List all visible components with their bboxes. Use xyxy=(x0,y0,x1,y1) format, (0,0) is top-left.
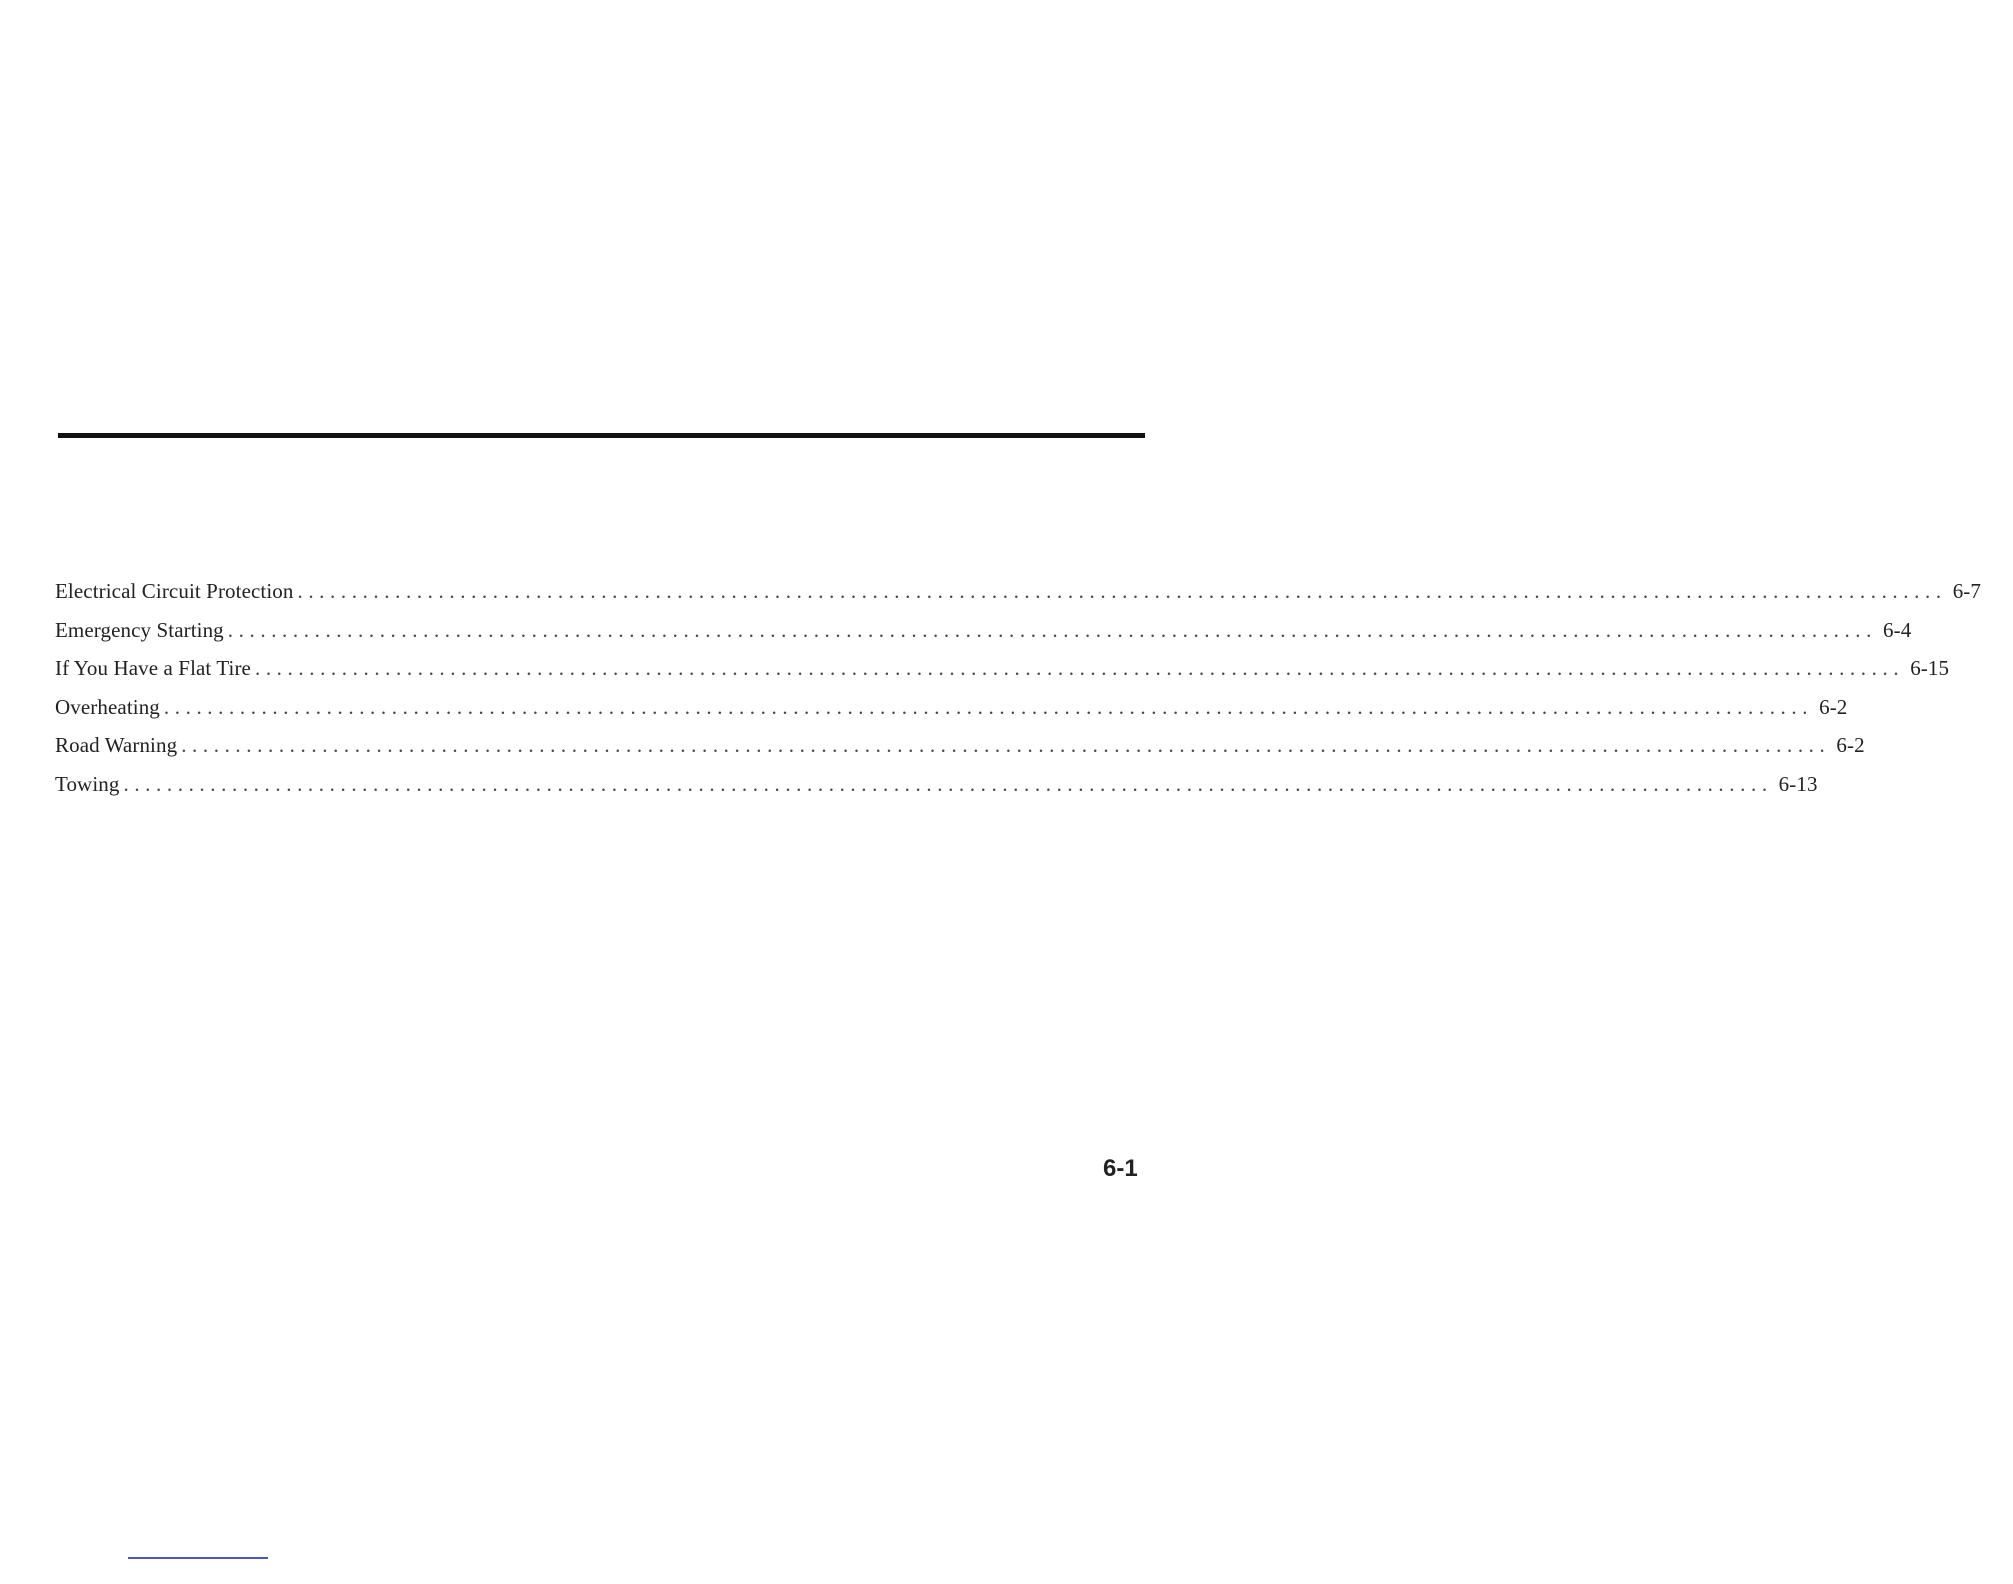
dot-leader: ........................................................................................................................................................ xyxy=(227,617,1877,642)
dot-leader: ........................................................................................................................................................ xyxy=(123,771,1773,796)
toc-entry-page: 6-2 xyxy=(1819,694,1848,719)
toc-entry-road-warning[interactable] xyxy=(55,730,1865,769)
toc-entry-page: 6-2 xyxy=(1836,733,1865,757)
dot-leader: ........................................................................................................................................................ xyxy=(254,656,1905,680)
table-of-contents xyxy=(55,576,1981,807)
section-divider xyxy=(58,433,1145,438)
toc-entry-towing[interactable] xyxy=(55,769,1818,808)
toc-entry-page: 6-13 xyxy=(1778,771,1818,796)
toc-entry-label: Towing xyxy=(55,771,120,796)
toc-entry-label: Road Warning xyxy=(55,733,178,757)
dot-leader: ........................................................................................................................................................ xyxy=(297,579,1947,603)
dot-leader: ........................................................................................................................................................ xyxy=(181,733,1831,757)
toc-entry-label: Emergency Starting xyxy=(55,617,224,642)
toc-entry-flat-tire[interactable] xyxy=(55,653,1950,692)
toc-entry-page: 6-15 xyxy=(1910,656,1950,680)
toc-entry-page: 6-7 xyxy=(1952,579,1981,603)
toc-entry-overheating[interactable] xyxy=(55,692,1848,731)
link-underline[interactable] xyxy=(128,1557,268,1559)
dot-leader: ........................................................................................................................................................ xyxy=(163,694,1814,719)
toc-entry-label: Electrical Circuit Protection xyxy=(55,579,294,603)
page-number: 6-1 xyxy=(1103,1155,1138,1182)
toc-entry-label: Overheating xyxy=(55,694,160,719)
toc-entry-electrical-circuit-protection[interactable] xyxy=(55,576,1981,615)
toc-entry-label: If You Have a Flat Tire xyxy=(55,656,251,680)
toc-entry-page: 6-4 xyxy=(1883,617,1912,642)
toc-entry-emergency-starting[interactable] xyxy=(55,615,1912,654)
